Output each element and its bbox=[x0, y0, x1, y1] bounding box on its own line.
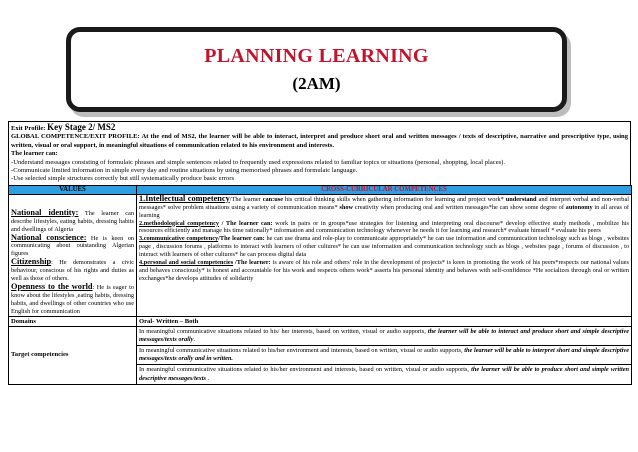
page-subtitle: (2AM) bbox=[292, 74, 341, 93]
cross-personal-social: 4.personal and social competencies /The learner: is aware of his role and others' role in the development of projects* is keen in promoting the work of his peers*respects our national values and behaves consciously* is honest and accountable for his work and respects others work* asserts his personal identity and behaves with self-confidence *He socializes through oral or written exchanges*he develops attitudes of solidarity bbox=[139, 259, 629, 282]
value-openness: Openness to the world: He is eager to know about the lifestyles ,eating habits, dressing habits, and dwellings of other countries who use English for communication bbox=[11, 282, 134, 315]
values-cross-row bbox=[9, 194, 632, 316]
exit-profile-line bbox=[11, 123, 628, 133]
table-header-row bbox=[9, 185, 632, 194]
value-national-conscience: National conscience: He is keen on communicating about outstanding Algerian figures bbox=[11, 232, 134, 258]
cross-header: CROSS-CURRICULAR COMPETENCES bbox=[137, 185, 632, 194]
global-competence: GLOBAL COMPETENCE/EXIT PROFILE: At the end of MS2, the learner will be able to interact, interpret and produce short oral and written messages / texts of descriptive, narrative and prescriptive type, using written, visual or oral support, in meaningful situations of communication related to his environment and interests. bbox=[11, 133, 628, 149]
domains-value: Oral- Written – Both bbox=[137, 316, 632, 326]
learner-can-heading: The learner can: bbox=[11, 150, 58, 158]
page-title: PLANNING LEARNING bbox=[204, 45, 429, 67]
domains-label: Domains bbox=[9, 316, 137, 326]
target-competencies-label: Target competencies bbox=[9, 326, 137, 384]
value-citizenship: Citizenship: He demonstrates a civic behaviour, conscious of his rights and duties as well as those of others. bbox=[11, 257, 134, 283]
cross-cell bbox=[137, 194, 632, 316]
target-competency-1: In meaningful communicative situations related to his/ her interests, based on written, visual or audio supports, the learner will be able to interact and produce short and simple descriptive messages/texts orally. bbox=[137, 326, 632, 345]
cross-communicative: 3.communicative competency/The learner can: he can use drama and role-play to communicate appropriately* he can use information and communication technology such as blogs , websites page , discussion forums , platforms to interact with learners of other cultures* he can use information and communication technology such as blogs , websites page , forums of discussion , to interact with learners of other cultures* he can process digital data bbox=[139, 235, 629, 259]
planning-document bbox=[8, 121, 631, 385]
target-competency-2: In meaningful communicative situations related to his/her environment and interests, based on written, visual or audio supports, the learner will be able to interpret short and simple descriptive messages/texts orally and in written. bbox=[137, 346, 632, 365]
target-competency-3: In meaningful communicative situations related to his/her environment and interests, based on written, visual or audio supports, the learner will be able to produce short and simple written descriptive messages/texts . bbox=[137, 365, 632, 384]
values-cell bbox=[9, 194, 137, 316]
values-header: VALUES bbox=[9, 185, 137, 194]
target-row-1 bbox=[9, 326, 632, 345]
title-box bbox=[66, 27, 567, 112]
exit-profile-label: Exit Profile: bbox=[11, 125, 46, 132]
cross-methodological: 2.methodological competency / The learner can: work in pairs or in groups*use strategies for listening and interpreting oral discourse* develop effective study methods , mobilize his resources efficiently and manage his time rationally* information and communication technology whenever he needs it for learning and research* evaluate himself * evaluate his peers bbox=[139, 219, 629, 235]
cross-intellectual: 1.Intellectual competency/The learner can:use his critical thinking skills when gathering information for learning and project work* understand and interpret verbal and non-verbal messages* solve problem situations using a variety of communication means* show creativity when producing oral and written messages*he can show some degree of autonomy in all areas of learning bbox=[139, 193, 629, 219]
can-item-2: -Communicate limited information in simple every day and routine situations by using memorised phrases and formulaic language. bbox=[11, 167, 358, 175]
exit-profile-section bbox=[8, 121, 631, 185]
exit-stage: Key Stage 2/ MS2 bbox=[47, 122, 116, 132]
value-national-identity: National identity: The learner can describe lifestyles, eating habits, dressing habits and dwellings of Algeria bbox=[11, 207, 134, 233]
can-item-3: -Use selected simple structures correctly but still systematically produce basic errors bbox=[11, 175, 235, 183]
competences-table bbox=[8, 185, 632, 385]
domains-row bbox=[9, 316, 632, 326]
can-item-1: -Understand messages consisting of formulaic phrases and simple sentences related to frequently used expressions related to familiar topics or situations (personal, shopping, local places). bbox=[11, 158, 506, 166]
